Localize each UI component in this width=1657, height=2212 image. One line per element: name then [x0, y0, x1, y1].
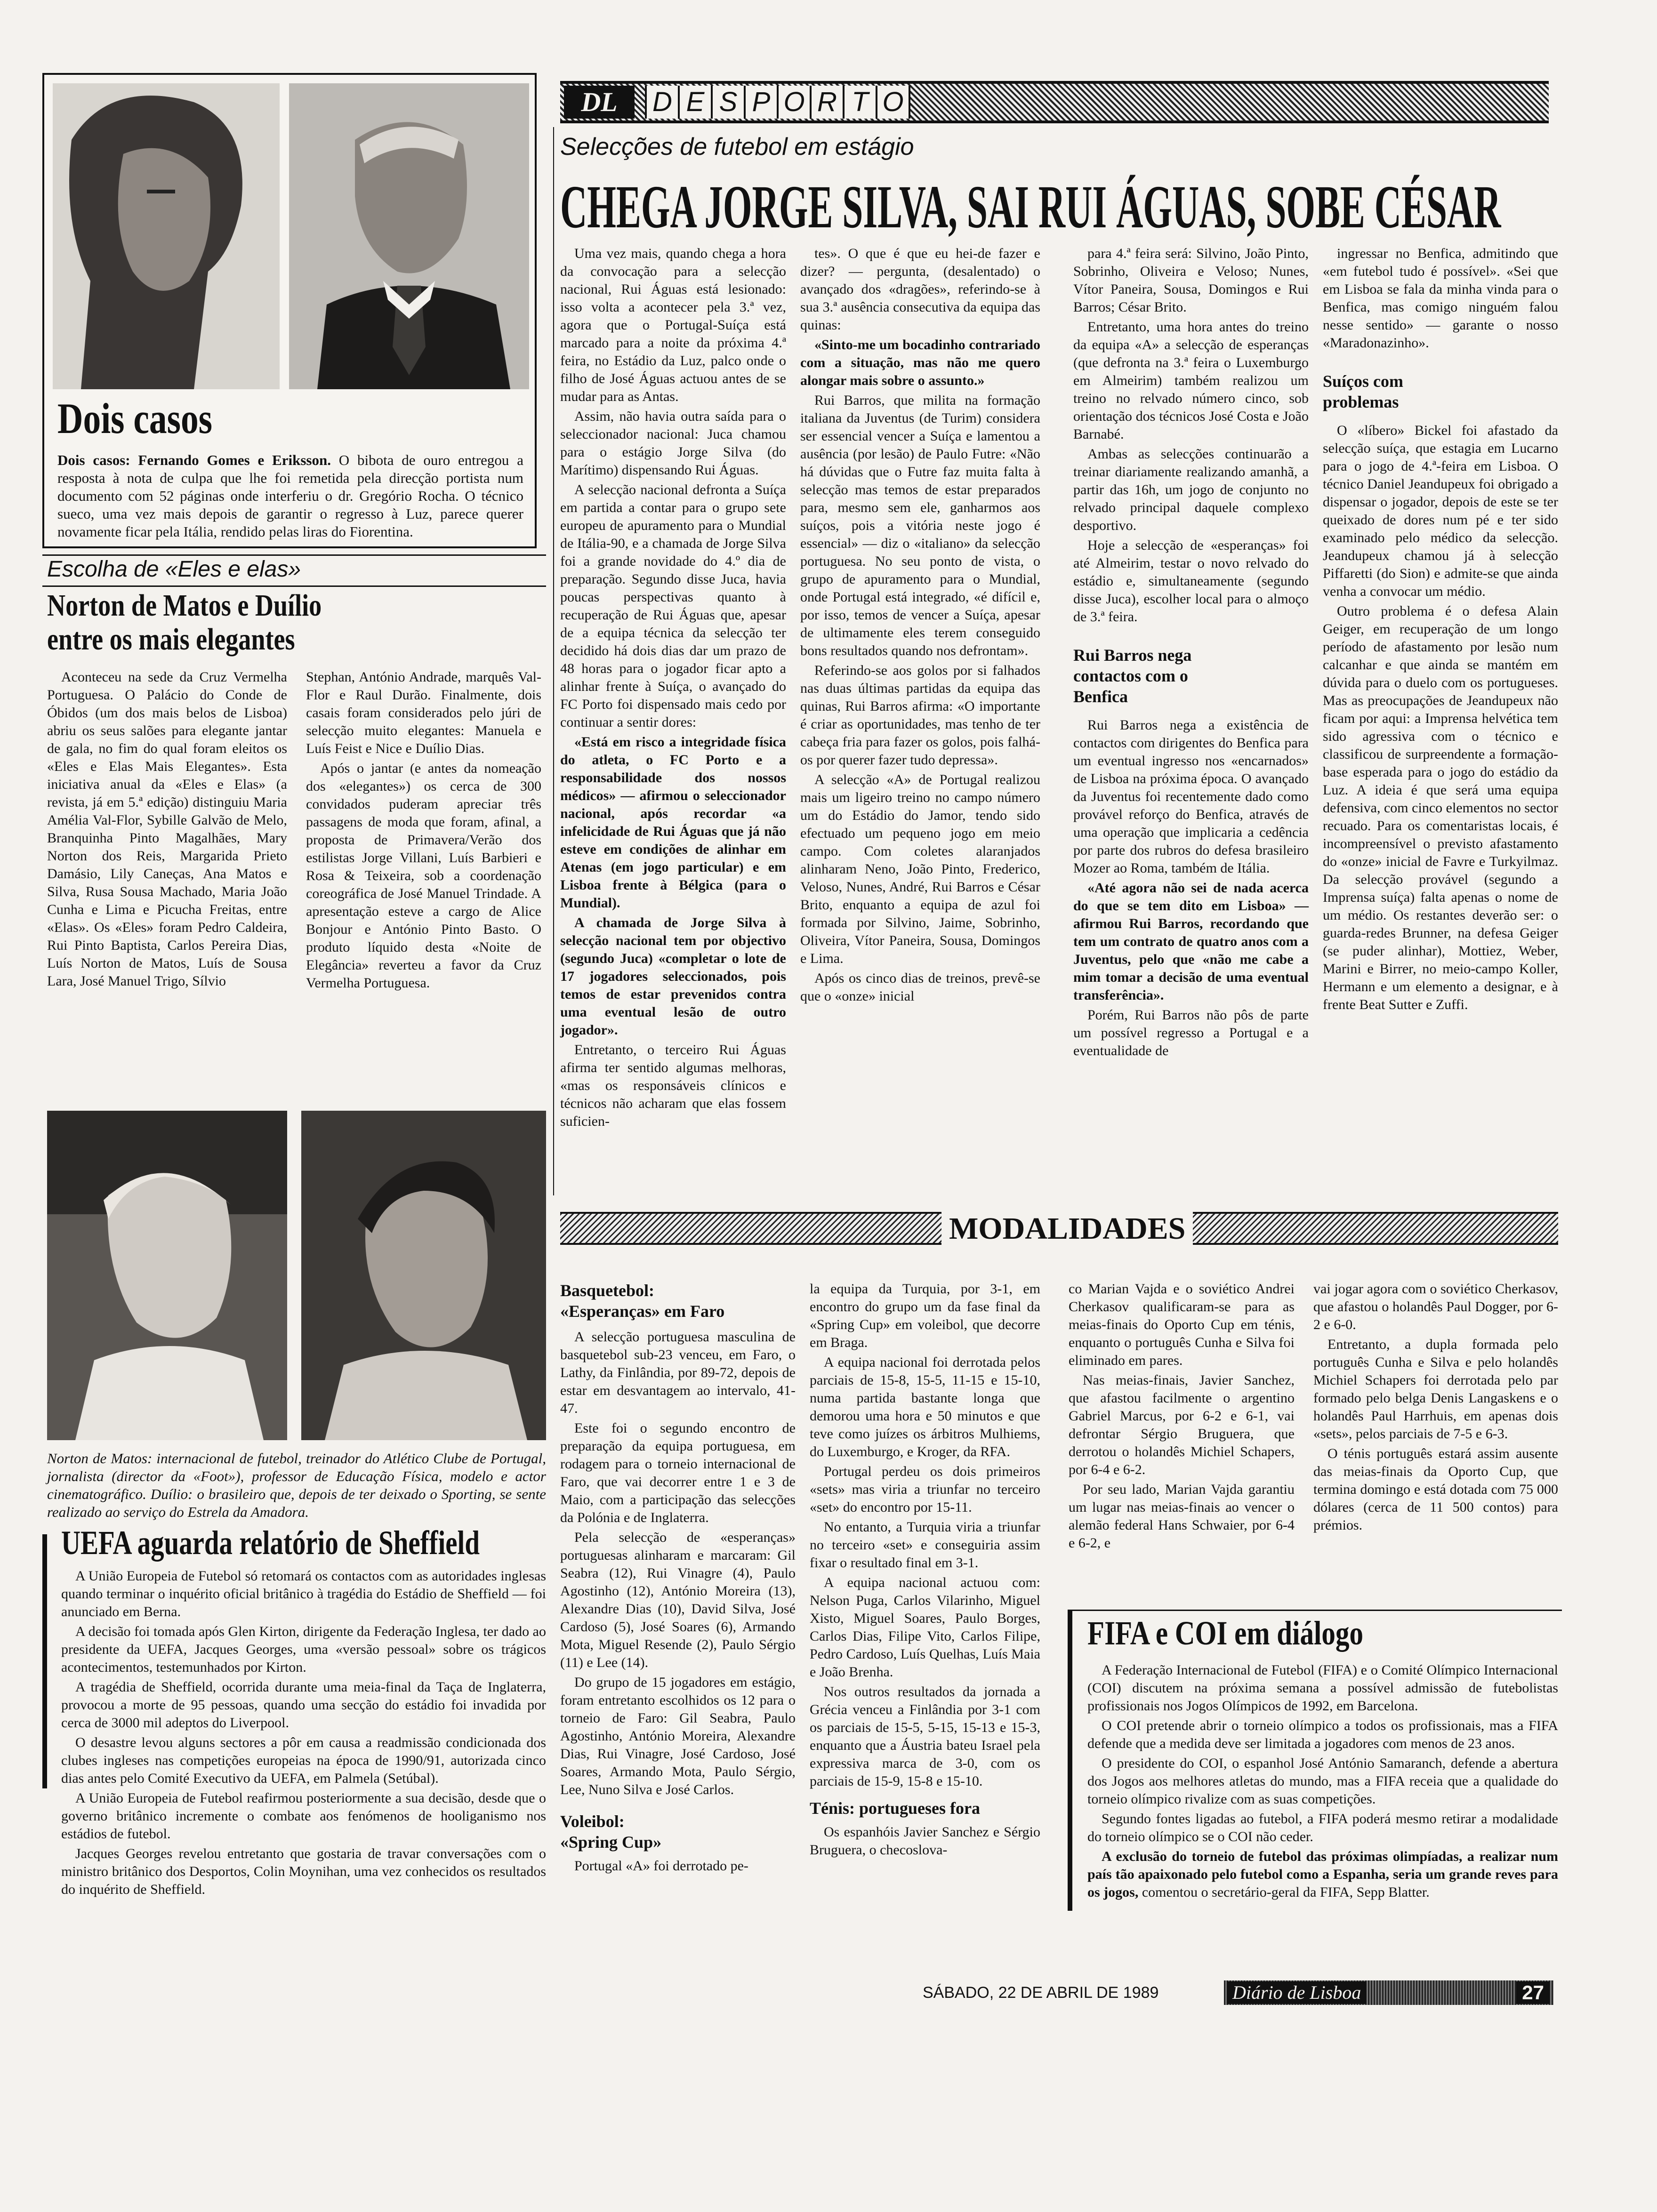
para: «Até agora não sei de nada acerca do que se tem dito em Lisboa» — afirmou Rui Barros, recordando que tem um contrato de quatro anos com a Juventus, pelo que «não me cabe a mim tomar a decisão de uma eventual transferência».	[1073, 880, 1309, 1003]
photo-duilio	[301, 1111, 546, 1440]
tenis-subhead: Ténis: portugueses fora	[810, 1799, 980, 1818]
volley-subhead-line: «Spring Cup»	[560, 1833, 662, 1851]
uefa-headline: UEFA aguarda relatório de Sheffield	[61, 1524, 480, 1562]
fifa-headline: FIFA e COI em diálogo	[1087, 1614, 1363, 1652]
para: A selecção nacional defronta a Suíça em partida a contar para o grupo sete europeu de apuramento para o Mundial de Itália-90, e a chamada de Jorge Silva foi a grande novidade do 4.º dia de preparação. Segundo disse Juca, havia poucas perspectivas quanto à recuperação de Rui Águas que, apesar de a equipa técnica da selecção ter decidido há dois dias dar um prazo de 48 horas para o jogador ficar apto a alinhar frente à Suíça, o avançado do FC Porto foi dispensado mais cedo por continuar a sentir dores:	[560, 482, 786, 730]
section-letter: P	[746, 86, 779, 119]
para: Segundo fontes ligadas ao futebol, a FIFA poderá mesmo retirar a modalidade do torneio olímpico se o COI não ceder.	[1087, 1811, 1558, 1844]
para: Rui Barros, que milita na formação italiana da Juventus (de Turim) considera ser essencial vencer a Suíça e lamentou a ausência (por lesão) de Paulo Futre: «Não há dúvidas que o Futre faz muita falta à selecção mas temos de estar preparados para, mesmo sem ele, ganharmos aos suíços, pois a vitória neste jogo é essencial» — diz o «italiano» da selecção portuguesa. No seu ponto de vista, o grupo de apuramento para o Mundial, onde Portugal está integrado, «é difícil e, por isso, temos de vencer a Suíça, apesar de ultimamente eles terem conseguido bons resultados quando nos defrontam».	[800, 393, 1040, 658]
para: Do grupo de 15 jogadores em estágio, foram entretanto escolhidos os 12 para o torneio de Faro: Gil Seabra, Paulo Agostinho, António Moreira, Alexandre Dias, Rui Vinagre, José Cardoso, José Soares, Armando Mota, Paulo Sérgio, Lee, Nuno Silva e José Carlos.	[560, 1675, 796, 1797]
column-rule	[553, 127, 554, 1195]
para: O «líbero» Bickel foi afastado da selecção suíça, que estagia em Lucarno para o jogo de 4.ª-feira em Lisboa. O técnico Daniel Jeandupeux foi obrigado a dispensar o jogador, depois de este se ter queixado de dores num pé e ter sido examinado pelo médico da selecção. Jeandupeux chamou já à selecção Piffaretti (do Sion) e admite-se que ainda venha a convocar um médio.	[1323, 423, 1558, 599]
para: A União Europeia de Futebol só retomará os contactos com as autoridades inglesas quando terminar o inquérito oficial britânico à tragédia do Estádio de Sheffield — foi anunciado em Berna.	[61, 1568, 546, 1619]
section-name	[645, 86, 910, 119]
dois-casos-caption-text: O bibota de ouro entregou a resposta à nota de culpa que lhe foi remetida pela direcção portista num documento com 52 páginas onde interferiu o dr. Gregório Rocha. O técnico sueco, uma vez mais depois de garantir o regresso à Luz, parece querer novamente ficar pela Itália, rendido pelas liras do Fiorentina.	[57, 452, 523, 540]
para: «Sinto-me um bocadinho contrariado com a situação, mas não me quero alongar mais sobre o assunto.»	[800, 337, 1040, 388]
uefa-body	[61, 1567, 546, 1900]
main-headline: CHEGA JORGE SILVA, SAI RUI ÁGUAS, SOBE CÉSAR	[560, 173, 1501, 241]
para: co Marian Vajda e o soviético Andrei Cherkasov qualificaram-se para as meias-finais do Oporto Cup em ténis, enquanto o português Cunha e Silva foi eliminado em pares.	[1069, 1281, 1295, 1368]
modalidades-label	[941, 1210, 1193, 1248]
para: A chamada de Jorge Silva à selecção nacional tem por objectivo (segundo Juca) «completar o lote de 17 jogadores seleccionados, pois temos de estar prevenidos contra uma eventual lesão de outro jogador».	[560, 915, 786, 1038]
para: Ambas as selecções continuarão a treinar diariamente realizando amanhã, a partir das 16h, um jogo de conjunto no relvado principal daquele complexo desportivo.	[1073, 446, 1309, 533]
suicos-subhead: Suíços com problemas	[1323, 372, 1403, 411]
dois-casos-box	[42, 73, 537, 548]
para: O presidente do COI, o espanhol José António Samaranch, defende a abertura dos Jogos aos melhores atletas do mundo, mas a FIFA receia que a qualidade do torneio olímpico rivalize com as suas competições.	[1087, 1755, 1558, 1807]
masthead-logo	[564, 86, 635, 119]
dois-casos-caption	[57, 451, 523, 541]
modalidades-text: MODALIDADES	[949, 1211, 1186, 1246]
para: A equipa nacional foi derrotada pelos parciais de 15-8, 15-5, 11-15 e 15-10, numa partida bastante longa que demorou uma hora e 50 minutos e que teve como juízes os árbitros Mulhiems, do Luxemburgo, e Kroger, da RFA.	[810, 1354, 1040, 1459]
para: O COI pretende abrir o torneio olímpico a todos os profissionais, mas a FIFA defende que a medida deve ser limitada a jogadores com menos de 23 anos.	[1087, 1718, 1558, 1751]
photo-norton-de-matos	[47, 1111, 287, 1440]
fifa-top-rule	[1068, 1610, 1562, 1611]
para: A tragédia de Sheffield, ocorrida durante uma meia-final da Taça de Inglaterra, provocou a morte de 95 pessoas, quando uma secção do estádio foi invadida por cerca de 3000 mil adeptos do Liverpool.	[61, 1679, 546, 1731]
para: ingressar no Benfica, admitindo que «em futebol tudo é possível». «Sei que em Lisboa se fala da minha vinda para o Benfica, mas comigo ninguém falou nesse sentido» — garante o nosso «Maradonazinho».	[1323, 246, 1558, 351]
section-letter: D	[645, 86, 680, 119]
elegantes-col-1	[47, 668, 287, 992]
main-kicker: Selecções de futebol em estágio	[560, 133, 914, 160]
main-col-3	[1073, 245, 1309, 1062]
para: «Está em risco a integridade física do atleta, o FC Porto e a responsabilidade dos nossos médicos» — afirmou o seleccionador nacional, após recordar «a infelicidade de Rui Águas que já não esteve em condições de alinhar em Atenas (em jogo particular) e em Lisboa frente à Bélgica (para o Mundial).	[560, 734, 786, 911]
footer-date: SÁBADO, 22 DE ABRIL DE 1989	[923, 1984, 1159, 2002]
uefa-bar	[42, 1534, 47, 1788]
footer-page-number: 27	[1516, 1981, 1550, 2004]
elegantes-headline-2: entre os mais elegantes	[47, 622, 295, 657]
para: Este foi o segundo encontro de preparação da equipa portuguesa, em rodagem para o torneio internacional de Faro, que vai decorrer entre 1 e 3 de Maio, com a participação das selecções da Polónia e de Inglaterra.	[560, 1420, 796, 1525]
rui-barros-subhead: Rui Barros nega contactos com o Benfica	[1073, 646, 1192, 706]
rule	[42, 554, 546, 556]
para: Entretanto, uma hora antes do treino da equipa «A» a selecção de esperanças (que defronta na 3.ª feira o Luxemburgo em Almeirim) também realizou um treino no relvado número cinco, sob orientação dos técnicos José Costa e João Barnabé.	[1073, 319, 1309, 442]
para: A selecção «A» de Portugal realizou mais um ligeiro treino no campo número um do Estádio do Jamor, tendo sido efectuado um pequeno jogo em meio campo. Com coletes alaranjados alinharam Neno, João Pinto, Frederico, Veloso, Nunes, André, Rui Barros e César Brito, enquanto a equipa de azul foi formada por Silvino, Jaime, Sobrinho, Oliveira, Vítor Paneira, Sousa, Domingos e Lima.	[800, 772, 1040, 966]
photo-fernando-gomes	[53, 83, 280, 389]
para: O desastre levou alguns sectores a pôr em causa a readmissão condicionada dos clubes ingleses nas competições europeias na época de 1990/91, autorizada cinco dias antes pelo Comité Executivo da UEFA, em Palmela (Setúbal).	[61, 1735, 546, 1786]
modalidades-banner	[560, 1212, 1558, 1245]
para: Nos outros resultados da jornada a Grécia venceu a Finlândia por 3-1 com os parciais de 15-5, 5-15, 15-13 e 15-3, enquanto que a Áustria bateu Israel pela expressiva marca de 3-0, com os parciais de 15-9, 15-8 e 15-10.	[810, 1684, 1040, 1789]
para: Após o jantar (e antes da nomeação dos «elegantes») os cerca de 300 convidados puderam apreciar três passagens de moda que foram, afinal, a proposta de Primavera/Verão dos estilistas Jorge Villani, Luís Barbieri e Rosa & Teixeira, sob a coordenação coreográfica de José Manuel Trindade. A apresentação esteve a cargo de Alice Bonjour e António Pinto Basto. O produto líquido desta «Noite de Elegância» reverteu a favor da Cruz Vermelha Portuguesa.	[306, 761, 541, 991]
section-letter: O	[877, 86, 910, 119]
para: A selecção portuguesa masculina de basquetebol sub-23 venceu, em Faro, o Lathy, da Finlândia, por 89-72, depois de estar em desvantagem ao intervalo, 41-47.	[560, 1329, 796, 1416]
basket-subhead-line: Basquetebol:	[560, 1281, 655, 1300]
para: A decisão foi tomada após Glen Kirton, dirigente da Federação Inglesa, ter dado ao presidente da UEFA, Jacques Georges, uma «versão pessoal» sobre os trágicos acontecimentos, testemunhados por Kirton.	[61, 1624, 546, 1675]
para: Hoje a selecção de «esperanças» foi até Almeirim, testar o novo relvado do estádio e, simultaneamente (segundo disse Juca), escolher local para o almoço de 3.ª feira.	[1073, 537, 1309, 625]
section-letter: T	[845, 86, 877, 119]
para: Jacques Georges revelou entretanto que gostaria de travar conversações com o ministro britânico dos Desportos, Colin Moynihan, uma vez conhecidos os resultados do inquérito de Sheffield.	[61, 1846, 546, 1897]
modalidades-col-2	[810, 1280, 1040, 1861]
footer-paper-name: Diário de Lisboa	[1227, 1981, 1367, 2004]
volley-subhead-line: Voleibol:	[560, 1812, 625, 1831]
basket-subhead	[560, 1280, 796, 1322]
modalidades-col-4	[1313, 1280, 1558, 1536]
elegantes-headline-1: Norton de Matos e Duílio	[47, 588, 322, 623]
logo-text: DL	[581, 87, 618, 117]
para: Pela selecção de «esperanças» portuguesas alinharam e marcaram: Gil Seabra (12), Rui Vinagre (4), Paulo Agostinho (12), António Moreira (13), Alexandre Dias (10), David Silva, José Cardoso (5), José Soares (6), Armando Mota, Miguel Resende (2), Paulo Sérgio (11) e Lee (14).	[560, 1530, 796, 1670]
para: para 4.ª feira será: Silvino, João Pinto, Sobrinho, Oliveira e Veloso; Nunes, Vítor Paneira, Sousa, Domingos e Rui Barros; César Brito.	[1073, 246, 1309, 315]
para: tes». O que é que eu hei-de fazer e dizer? — pergunta, (desalentado) o avançado dos «dragões», referindo-se à sua 3.ª ausência consecutiva da equipa das quinas:	[800, 246, 1040, 333]
para: Os espanhóis Javier Sanchez e Sérgio Bruguera, o checoslova-	[810, 1824, 1040, 1858]
section-letter: R	[812, 86, 845, 119]
section-letter: S	[713, 86, 746, 119]
para: Assim, não havia outra saída para o seleccionador nacional: Juca chamou para o estágio Jorge Silva (do Marítimo) dispensando Rui Águas.	[560, 409, 786, 478]
main-col-4	[1323, 245, 1558, 1016]
footer-bar	[1224, 1980, 1553, 2005]
para: Aconteceu na sede da Cruz Vermelha Portuguesa. O Palácio do Conde de Óbidos (um dos mais belos de Lisboa) abriu os seus salões para elegante jantar de gala, no fim do qual foram eleitos os «Eles e Elas Mais Elegantes». Esta iniciativa anual da «Eles e Elas» (a revista, já em 5.ª edição) distinguiu Maria Amélia Val-Flor, Sybille Galvão de Melo, Branquinha Pinto Magalhães, Mary Norton dos Reis, Margarida Prieto Damásio, Lily Caneças, Ana Matos e Silva, Rusa Sousa Machado, Maria João Cunha e Lima e Picucha Freitas, entre «Elas». Os «Eles» foram Pedro Caldeira, Rui Pinto Baptista, Carlos Pereira Dias, Luís Norton de Matos, Luís de Sousa Lara, José Manuel Trigo, Sílvio	[47, 669, 287, 989]
fifa-body	[1087, 1661, 1558, 1903]
elegantes-kicker: Escolha de «Eles e elas»	[47, 557, 301, 582]
photo-eriksson	[289, 83, 529, 389]
modalidades-col-3	[1069, 1280, 1295, 1554]
modalidades-col-1	[560, 1280, 796, 1877]
para: A Federação Internacional de Futebol (FIFA) e o Comité Olímpico Internacional (COI) discutem na próxima semana a possível admissão de futebolistas profissionais nos Jogos Olímpicos de 1992, em Barcelona.	[1087, 1662, 1558, 1714]
para: Portugal «A» foi derrotado pe-	[574, 1858, 748, 1874]
volley-subhead	[560, 1811, 796, 1852]
fifa-bold-quote: A exclusão do torneio de futebol das próximas olimpíadas, a realizar num país tão apaixonado pelo futebol como a Espanha, seria um grande reves para os jogos,	[1087, 1849, 1558, 1900]
para: Referindo-se aos golos por si falhados nas duas últimas partidas da equipa das quinas, Rui Barros afirma: «O importante é criar as oportunidades, mas tenho de ter cabeça fria para fazer os golos, pois falhá-os por querer fazer tudo depressa».	[800, 663, 1040, 768]
para: O ténis português estará assim ausente das meias-finais da Oporto Cup, que termina domingo e está dotada com 75 000 dólares (cerca de 11 500 contos) para prémios.	[1313, 1446, 1558, 1533]
rule	[42, 585, 546, 587]
para: Entretanto, o terceiro Rui Águas afirma ter sentido algumas melhoras, «mas os responsáveis clínicos e técnicos não acharam que elas fossem suficien-	[560, 1042, 786, 1129]
basket-subhead-line: «Esperanças» em Faro	[560, 1302, 725, 1321]
para: Porém, Rui Barros não pôs de parte um possível regresso a Portugal e a eventualidade de	[1073, 1007, 1309, 1058]
para: Outro problema é o defesa Alain Geiger, em recuperação de um longo período de afastamento por lesão num calcanhar e que ainda se mantém em dúvida para o duelo com os portugueses. Mas as preocupações de Jeandupeux não ficam por aqui: a Imprensa helvética tem sido agressiva com o técnico e classificou de surpreendente a formação-base esperada para o jogo do estádio da Luz. A ideia é que será uma equipa defensiva, com cinco elementos no sector recuado. Para os comentaristas locais, é incompreensível o previsto afastamento do «onze» inicial de Favre e Turkyilmaz. Da selecção provável (segundo a Imprensa suíça) falta apenas o nome de um médio. Os restantes deverão ser: o guarda-redes Brunner, na defesa Geiger (se puder alinhar), Mottiez, Weber, Marini e Birrer, no meio-campo Koller, Hermann e um elemento a designar, e à frente Beat Sutter e Zuffi.	[1323, 603, 1558, 1012]
para: Rui Barros nega a existência de contactos com dirigentes do Benfica para um eventual ingresso nos «encarnados» de Lisboa na próxima época. O avançado da Juventus foi recentemente dado como provável reforço do Benfica, através de uma operação que implicaria a cedência por parte dos rubros do defesa brasileiro Mozer ao Roma, também de Itália.	[1073, 717, 1309, 876]
para: Após os cinco dias de treinos, prevê-se que o «onze» inicial	[800, 970, 1040, 1004]
para: No entanto, a Turquia viria a triunfar no terceiro «set» e conseguiria assim fixar o resultado final em 3-1.	[810, 1519, 1040, 1571]
elegantes-col-2	[306, 668, 541, 994]
dois-casos-headline: Dois casos	[57, 394, 213, 442]
main-col-2	[800, 245, 1040, 1007]
para: Portugal perdeu os dois primeiros «sets» mas viria a triunfar no terceiro «set» do encontro por 15-11.	[810, 1464, 1040, 1515]
para: la equipa da Turquia, por 3-1, em encontro do grupo um da fase final da «Spring Cup» em voleibol, que decorre em Braga.	[810, 1281, 1040, 1350]
masthead	[560, 81, 1549, 123]
para: Nas meias-finais, Javier Sanchez, que afastou facilmente o argentino Gabriel Marcus, por 6-2 e 6-1, vai defrontar Sérgio Bruguera, que derrotou o holandês Michiel Schapers, por 6-4 e 6-2.	[1069, 1372, 1295, 1477]
section-letter: O	[779, 86, 812, 119]
fifa-quote-tail: comentou o secretário-geral da FIFA, Sepp Blatter.	[1138, 1884, 1430, 1900]
para: Uma vez mais, quando chega a hora da convocação para a selecção nacional, Rui Águas está lesionado: isso volta a acontecer pela 3.ª vez, agora que o Portugal-Suíça está marcado para a noite da próxima 4.ª feira, no Estádio da Luz, palco onde o filho de José Águas actuou antes de se mudar para as Antas.	[560, 246, 786, 404]
fifa-bar	[1068, 1610, 1072, 1911]
section-letter: E	[680, 86, 713, 119]
para: Entretanto, a dupla formada pelo português Cunha e Silva e pelo holandês Michiel Schapers foi derrotada pelo par formado pelo belga Denis Langaskens e o holandês Paul Harrhuis, em apenas dois «sets», pelos parciais de 7-5 e 6-3.	[1313, 1337, 1558, 1442]
dois-casos-caption-bold: Dois casos: Fernando Gomes e Eriksson.	[57, 452, 331, 468]
elegantes-caption: Norton de Matos: internacional de futebol, treinador do Atlético Clube de Portugal, jornalista (director da «Foot»), professor de Educação Física, modelo e actor cinematográfico. Duílio: o brasileiro que, depois de ter deixado o Sporting, se sente realizado ao serviço do Estrela da Amadora.	[47, 1450, 546, 1520]
para: A equipa nacional actuou com: Nelson Puga, Carlos Vilarinho, Miguel Xisto, Miguel Soares, Paulo Borges, Carlos Dias, Filipe Vito, Carlos Filipe, Pedro Cardoso, Luís Quelhas, Luís Maia e João Brenha.	[810, 1575, 1040, 1680]
para: vai jogar agora com o soviético Cherkasov, que afastou o holandês Paul Dogger, por 6-2 e 6-0.	[1313, 1281, 1558, 1332]
para: Por seu lado, Marian Vajda garantiu um lugar nas meias-finais ao vencer o alemão federal Hans Schwaier, por 6-4 e 6-2, e	[1069, 1482, 1295, 1551]
para: Stephan, António Andrade, marquês Val-Flor e Raul Durão. Finalmente, dois casais foram considerados pelo júri de selecção muito elegantes: Manuela e Luís Feist e Nice e Duílio Dias.	[306, 669, 541, 756]
main-col-1	[560, 245, 786, 1132]
para: A União Europeia de Futebol reafirmou posteriormente a sua decisão, desde que o governo britânico incremente o combate aos fenómenos de hooliganismo nos estádios de futebol.	[61, 1790, 546, 1842]
